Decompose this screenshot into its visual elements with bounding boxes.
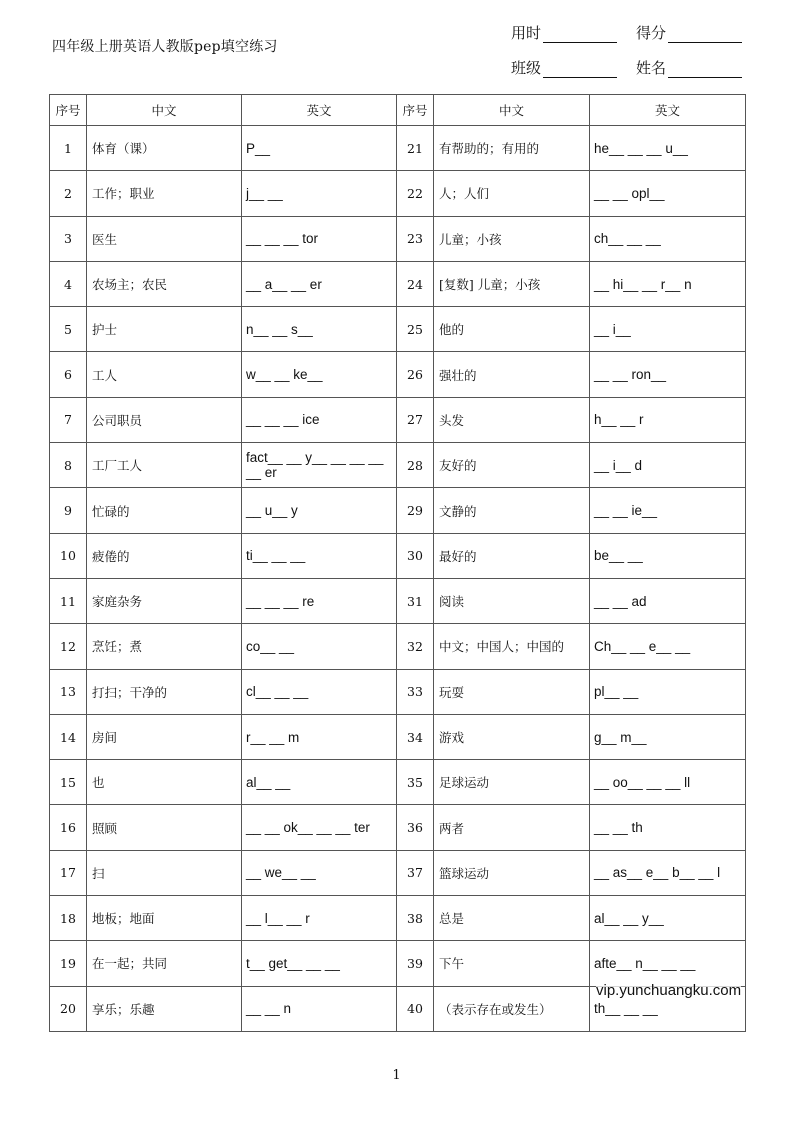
chinese-word: 护士	[87, 307, 242, 352]
english-blank[interactable]: __ hi__ __ r__ n	[590, 261, 746, 306]
table-row	[50, 760, 746, 805]
chinese-word: 家庭杂务	[87, 578, 242, 623]
chinese-word: 他的	[434, 307, 590, 352]
english-blank[interactable]: r__ __ m	[242, 714, 397, 759]
item-number: 26	[397, 352, 434, 397]
english-blank[interactable]: __ __ __ re	[242, 578, 397, 623]
item-number: 39	[397, 941, 434, 986]
table-row	[50, 216, 746, 261]
table-row	[50, 443, 746, 488]
chinese-word: 头发	[434, 397, 590, 442]
item-number: 31	[397, 578, 434, 623]
item-number: 29	[397, 488, 434, 533]
english-blank[interactable]: pl__ __	[590, 669, 746, 714]
english-blank[interactable]: __ as__ e__ b__ __ l	[590, 850, 746, 895]
page-title: 四年级上册英语人教版pep填空练习	[52, 39, 278, 55]
header-cn-right: 中文	[434, 95, 590, 126]
english-blank[interactable]: w__ __ ke__	[242, 352, 397, 397]
chinese-word: 烹饪；煮	[87, 624, 242, 669]
english-blank[interactable]: __ __ ad	[590, 578, 746, 623]
item-number: 35	[397, 760, 434, 805]
chinese-word: 中文；中国人；中国的	[434, 624, 590, 669]
chinese-word: 阅读	[434, 578, 590, 623]
page-number: 1	[392, 1068, 401, 1083]
table-row	[50, 307, 746, 352]
name-blank[interactable]	[668, 63, 742, 78]
class-blank[interactable]	[543, 63, 617, 78]
chinese-word: 忙碌的	[87, 488, 242, 533]
header-num-left: 序号	[50, 95, 87, 126]
english-blank[interactable]: t__ get__ __ __	[242, 941, 397, 986]
chinese-word: 人；人们	[434, 171, 590, 216]
item-number: 3	[50, 216, 87, 261]
table-row	[50, 397, 746, 442]
item-number: 4	[50, 261, 87, 306]
item-number: 17	[50, 850, 87, 895]
chinese-word: [复数] 儿童；小孩	[434, 261, 590, 306]
item-number: 5	[50, 307, 87, 352]
table-row	[50, 669, 746, 714]
item-number: 32	[397, 624, 434, 669]
chinese-word: 照顾	[87, 805, 242, 850]
item-number: 9	[50, 488, 87, 533]
english-blank[interactable]: fact__ __ y__ __ __ __ __ er	[242, 443, 397, 488]
item-number: 16	[50, 805, 87, 850]
item-number: 30	[397, 533, 434, 578]
item-number: 6	[50, 352, 87, 397]
chinese-word: （表示存在或发生）	[434, 986, 590, 1031]
english-blank[interactable]: __ __ __ tor	[242, 216, 397, 261]
table-row	[50, 805, 746, 850]
item-number: 12	[50, 624, 87, 669]
english-blank[interactable]: th__ __ __	[590, 986, 746, 1031]
english-blank[interactable]: __ l__ __ r	[242, 896, 397, 941]
chinese-word: 打扫；干净的	[87, 669, 242, 714]
chinese-word: 工作；职业	[87, 171, 242, 216]
item-number: 11	[50, 578, 87, 623]
item-number: 13	[50, 669, 87, 714]
english-blank[interactable]: __ __ ok__ __ __ ter	[242, 805, 397, 850]
table-row	[50, 714, 746, 759]
chinese-word: 工厂工人	[87, 443, 242, 488]
score-blank[interactable]	[668, 28, 742, 43]
english-blank[interactable]: __ __ ron__	[590, 352, 746, 397]
chinese-word: 医生	[87, 216, 242, 261]
chinese-word: 有帮助的；有用的	[434, 126, 590, 171]
item-number: 8	[50, 443, 87, 488]
english-blank[interactable]: __ __ th	[590, 805, 746, 850]
english-blank[interactable]: __ u__ y	[242, 488, 397, 533]
item-number: 22	[397, 171, 434, 216]
chinese-word: 最好的	[434, 533, 590, 578]
item-number: 7	[50, 397, 87, 442]
time-blank[interactable]	[543, 28, 617, 43]
item-number: 38	[397, 896, 434, 941]
item-number: 27	[397, 397, 434, 442]
english-blank[interactable]: __ __ opl__	[590, 171, 746, 216]
score-label: 得分	[636, 24, 667, 42]
item-number: 1	[50, 126, 87, 171]
english-blank[interactable]: cl__ __ __	[242, 669, 397, 714]
table-row	[50, 578, 746, 623]
chinese-word: 文静的	[434, 488, 590, 533]
item-number: 24	[397, 261, 434, 306]
item-number: 36	[397, 805, 434, 850]
english-blank[interactable]: j__ __	[242, 171, 397, 216]
english-blank[interactable]: __ i__	[590, 307, 746, 352]
table-row	[50, 126, 746, 171]
time-label: 用时	[511, 24, 542, 42]
item-number: 28	[397, 443, 434, 488]
english-blank[interactable]: be__ __	[590, 533, 746, 578]
chinese-word: 篮球运动	[434, 850, 590, 895]
item-number: 18	[50, 896, 87, 941]
item-number: 10	[50, 533, 87, 578]
table-row	[50, 261, 746, 306]
header-cn-left: 中文	[87, 95, 242, 126]
item-number: 34	[397, 714, 434, 759]
item-number: 25	[397, 307, 434, 352]
chinese-word: 总是	[434, 896, 590, 941]
item-number: 2	[50, 171, 87, 216]
name-field	[636, 57, 742, 78]
table-row	[50, 624, 746, 669]
score-field	[636, 22, 742, 43]
english-blank[interactable]: P__	[242, 126, 397, 171]
english-blank[interactable]: __ __ n	[242, 986, 397, 1031]
item-number: 23	[397, 216, 434, 261]
english-blank[interactable]: afte__ n__ __ __	[590, 941, 746, 986]
table-row	[50, 352, 746, 397]
chinese-word: 农场主；农民	[87, 261, 242, 306]
chinese-word: 在一起；共同	[87, 941, 242, 986]
table-row	[50, 850, 746, 895]
chinese-word: 友好的	[434, 443, 590, 488]
english-blank[interactable]: h__ __ r	[590, 397, 746, 442]
item-number: 40	[397, 986, 434, 1031]
chinese-word: 儿童；小孩	[434, 216, 590, 261]
item-number: 20	[50, 986, 87, 1031]
chinese-word: 游戏	[434, 714, 590, 759]
english-blank[interactable]: al__ __ y__	[590, 896, 746, 941]
english-blank[interactable]: __ __ __ ice	[242, 397, 397, 442]
chinese-word: 公司职员	[87, 397, 242, 442]
table-row	[50, 533, 746, 578]
chinese-word: 房间	[87, 714, 242, 759]
chinese-word: 疲倦的	[87, 533, 242, 578]
header-en-right: 英文	[590, 95, 746, 126]
chinese-word: 两者	[434, 805, 590, 850]
chinese-word: 扫	[87, 850, 242, 895]
english-blank[interactable]: n__ __ s__	[242, 307, 397, 352]
table-row	[50, 896, 746, 941]
vocabulary-table	[49, 94, 746, 1032]
english-blank[interactable]: he__ __ __ u__	[590, 126, 746, 171]
english-blank[interactable]: __ a__ __ er	[242, 261, 397, 306]
english-blank[interactable]: __ i__ d	[590, 443, 746, 488]
english-blank[interactable]: ti__ __ __	[242, 533, 397, 578]
chinese-word: 下午	[434, 941, 590, 986]
table-header-row	[50, 95, 746, 126]
english-blank[interactable]: __ __ ie__	[590, 488, 746, 533]
english-blank[interactable]: g__ m__	[590, 714, 746, 759]
chinese-word: 也	[87, 760, 242, 805]
table-row	[50, 488, 746, 533]
time-field	[511, 22, 617, 43]
class-label: 班级	[511, 59, 542, 77]
chinese-word: 强壮的	[434, 352, 590, 397]
english-blank[interactable]: __ we__ __	[242, 850, 397, 895]
table-row	[50, 941, 746, 986]
english-blank[interactable]: co__ __	[242, 624, 397, 669]
chinese-word: 玩耍	[434, 669, 590, 714]
header-num-right: 序号	[397, 95, 434, 126]
chinese-word: 足球运动	[434, 760, 590, 805]
english-blank[interactable]: __ oo__ __ __ ll	[590, 760, 746, 805]
item-number: 14	[50, 714, 87, 759]
english-blank[interactable]: Ch__ __ e__ __	[590, 624, 746, 669]
chinese-word: 工人	[87, 352, 242, 397]
class-field	[511, 57, 617, 78]
chinese-word: 享乐；乐趣	[87, 986, 242, 1031]
item-number: 21	[397, 126, 434, 171]
watermark-text: vip.yunchuangku.com	[596, 982, 742, 999]
chinese-word: 体育（课）	[87, 126, 242, 171]
table-row	[50, 171, 746, 216]
item-number: 15	[50, 760, 87, 805]
english-blank[interactable]: al__ __	[242, 760, 397, 805]
name-label: 姓名	[636, 59, 667, 77]
chinese-word: 地板；地面	[87, 896, 242, 941]
english-blank[interactable]: ch__ __ __	[590, 216, 746, 261]
item-number: 33	[397, 669, 434, 714]
item-number: 37	[397, 850, 434, 895]
item-number: 19	[50, 941, 87, 986]
header-en-left: 英文	[242, 95, 397, 126]
